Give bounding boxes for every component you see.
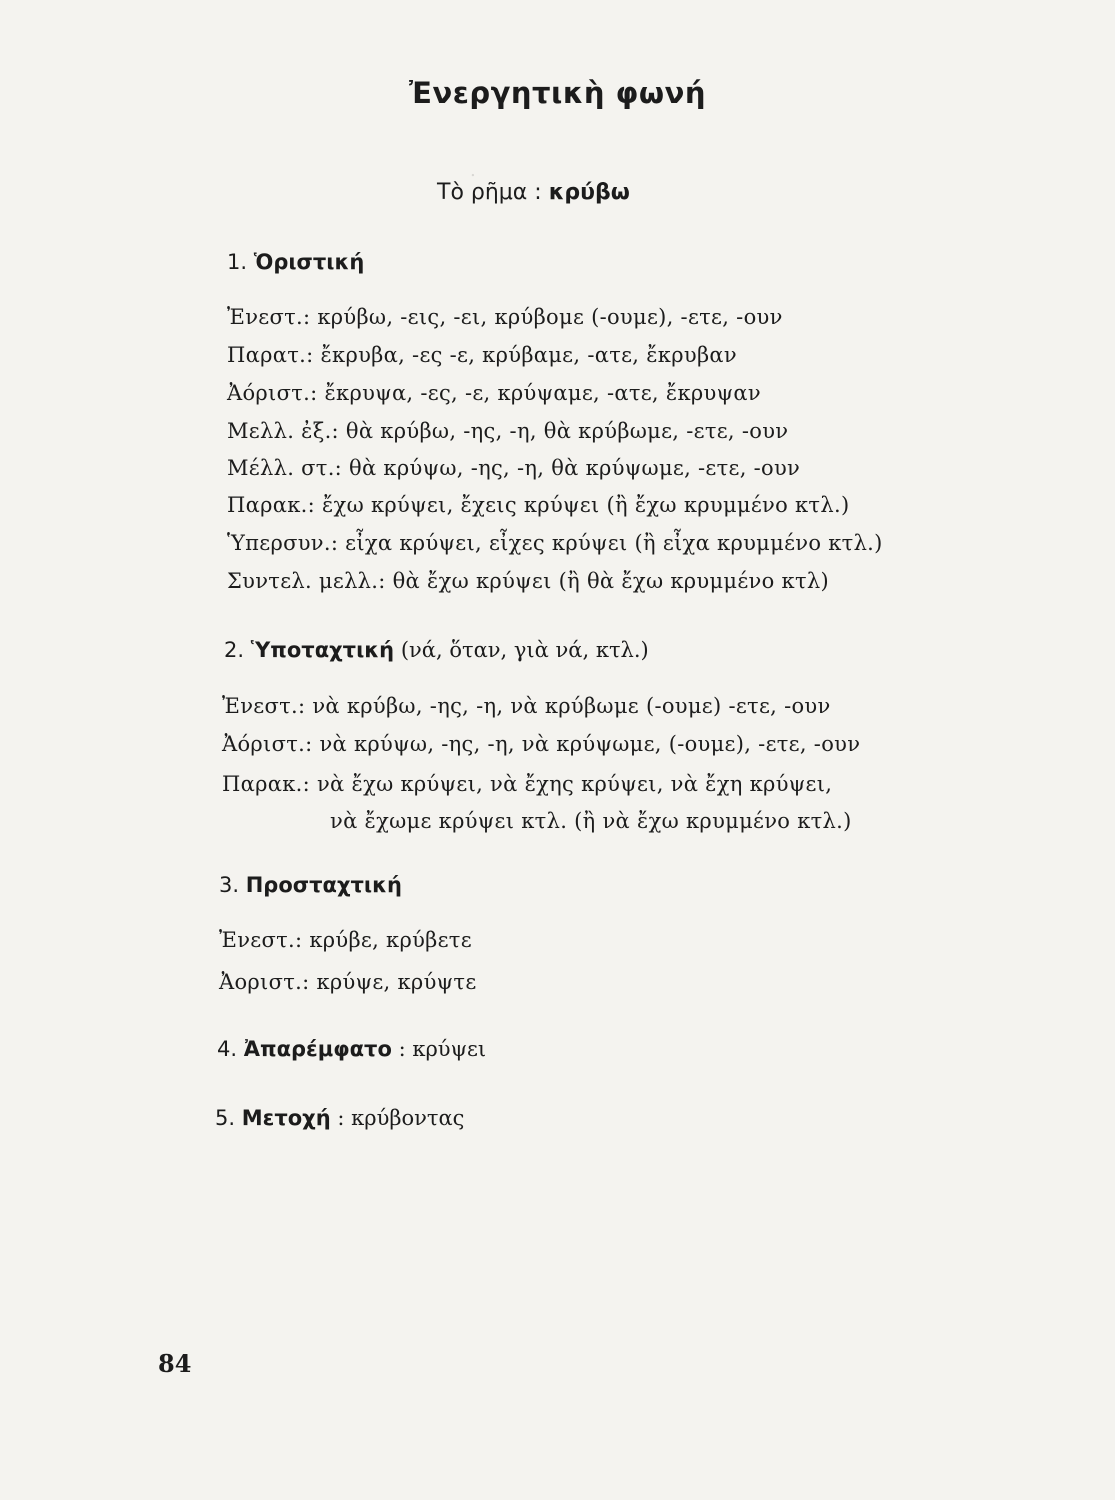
section-number: 5.	[215, 1106, 236, 1130]
verb-name: κρύβω	[548, 180, 630, 205]
imperative-line: Ἐνεστ.: κρύβε, κρύβετε	[219, 928, 472, 952]
indicative-line: Συντελ. μελλ.: θὰ ἔχω κρύψει (ἢ θὰ ἔχω κρυμμένο κτλ)	[227, 569, 829, 593]
section-number: 1.	[227, 250, 248, 274]
imperative-line: Ἀοριστ.: κρύψε, κρύψτε	[219, 970, 477, 994]
verb-label: Τὸ ρῆμα :	[437, 180, 542, 205]
section-participle	[215, 1106, 464, 1130]
indicative-line: Παρατ.: ἔκρυβα, -ες -ε, κρύβαμε, -ατε, ἔκρυβαν	[227, 343, 737, 367]
indicative-line: Ἐνεστ.: κρύβω, -εις, -ει, κρύβομε (-ουμε), -ετε, -ουν	[227, 305, 783, 329]
indicative-line: Μελλ. ἐξ.: θὰ κρύβω, -ης, -η, θὰ κρύβωμε, -ετε, -ουν	[227, 419, 789, 443]
page-number: 84	[158, 1349, 192, 1378]
indicative-line: Ἀόριστ.: ἔκρυψα, -ες, -ε, κρύψαμε, -ατε, ἔκρυψαν	[227, 381, 761, 405]
section-value: : κρύψει	[398, 1037, 487, 1061]
section-infinitive	[217, 1037, 486, 1061]
section-indicative-heading	[227, 250, 364, 274]
indicative-line: Ὑπερσυν.: εἶχα κρύψει, εἶχες κρύψει (ἢ εἶχα κρυμμένο κτλ.)	[227, 531, 883, 555]
bleed-through-texture: .	[470, 160, 476, 181]
section-title: Προσταχτική	[245, 873, 402, 897]
section-title: Ἀπαρέμφατο	[243, 1037, 392, 1061]
section-title: Ὑποταχτική	[250, 638, 395, 662]
section-title: Μετοχή	[241, 1106, 331, 1130]
section-title: Ὁριστική	[253, 250, 365, 274]
subjunctive-line: νὰ ἔχωμε κρύψει κτλ. (ἢ νὰ ἔχω κρυμμένο κτλ.)	[330, 809, 852, 833]
subjunctive-line: Ἀόριστ.: νὰ κρύψω, -ης, -η, νὰ κρύψωμε, (-ουμε), -ετε, -ουν	[222, 732, 861, 756]
section-value: : κρύβοντας	[337, 1106, 465, 1130]
subjunctive-line: Ἐνεστ.: νὰ κρύβω, -ης, -η, νὰ κρύβωμε (-ουμε) -ετε, -ουν	[222, 694, 831, 718]
indicative-line: Μέλλ. στ.: θὰ κρύψω, -ης, -η, θὰ κρύψωμε, -ετε, -ουν	[227, 456, 801, 480]
section-note: (νά, ὅταν, γιὰ νά, κτλ.)	[400, 638, 649, 662]
section-number: 3.	[219, 873, 240, 897]
subjunctive-line: Παρακ.: νὰ ἔχω κρύψει, νὰ ἔχης κρύψει, νὰ ἔχη κρύψει,	[222, 772, 833, 796]
verb-heading	[437, 180, 630, 205]
section-imperative-heading	[219, 873, 402, 897]
section-subjunctive-heading	[224, 638, 649, 662]
section-number: 2.	[224, 638, 245, 662]
page-title: Ἐνεργητικὴ φωνή	[409, 76, 706, 110]
section-number: 4.	[217, 1037, 238, 1061]
indicative-line: Παρακ.: ἔχω κρύψει, ἔχεις κρύψει (ἢ ἔχω κρυμμένο κτλ.)	[227, 493, 850, 517]
